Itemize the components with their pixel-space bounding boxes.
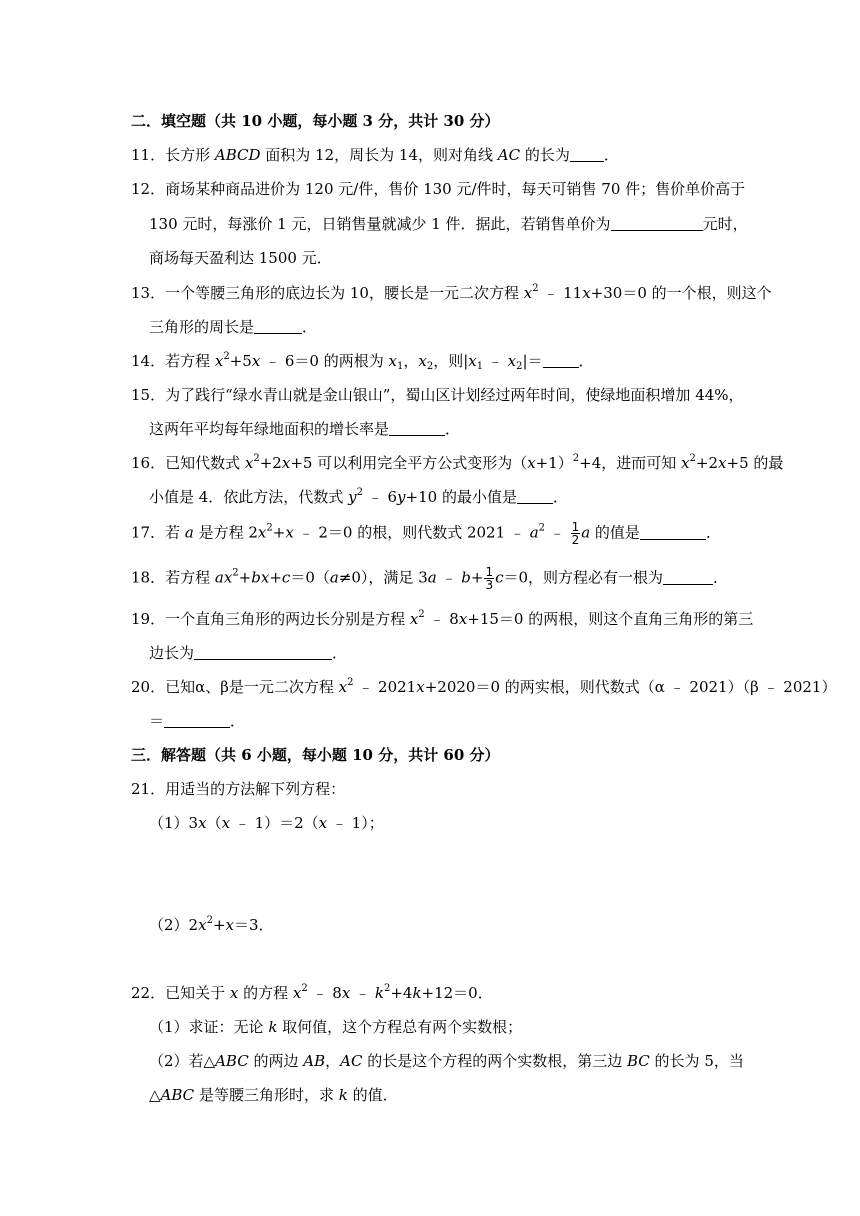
question-12-line-3: 商场每天盈利达 1500 元． [149,249,332,267]
question-13-line-1: 13．一个等腰三角形的底边长为 10，腰长是一元二次方程 $x^2$ ﹣ 11x+30＝0 的一个根，则这个 [131,283,772,302]
answer-blank[interactable] [640,525,706,540]
question-17: 17．若 a 是方程 $2x^2+x$ ﹣ 2＝0 的根，则代数式 2021 ﹣ $a^2$ ﹣ $\frac{1}{2}$ a 的值是 ． [131,520,721,547]
answer-blank[interactable] [254,319,302,334]
answer-blank[interactable] [570,147,604,162]
question-18: 18．若方程 $ax^2+bx+c=0(a\ne 0)$，满足 3a ﹣ b+ $\frac{1}{3}$ c＝0，则方程必有一根为 ． [131,565,729,592]
fraction-one-third: $\frac{1}{3}$ [485,565,494,592]
question-22-part-2-line-1: （2）若△ABC 的两边 AB，AC 的长是这个方程的两个实数根，第三边 BC 的长为 5，当 [149,1052,744,1070]
section-fill-in-heading: 二．填空题（共 10 小题，每小题 3 分，共计 30 分） [131,112,500,130]
section-answer-heading: 三．解答题（共 6 小题，每小题 10 分，共计 60 分） [131,746,500,764]
question-19-line-2: 边长为 ． [149,644,348,662]
question-19-line-1: 19．一个直角三角形的两边长分别是方程 $x^2$ ﹣ 8x+15＝0 的两根，则这个直角三角形的第三 [131,609,754,628]
question-14: 14．若方程 $x^2+5x$ ﹣ 6＝0 的两根为 $x_1$，$x_2$，则$|x_1$ ﹣ $x_2|=$ ． [131,351,594,372]
answer-blank[interactable] [663,570,713,585]
answer-blank[interactable] [389,421,445,436]
question-21-part-1: （1）3x（x ﹣ 1）＝2（x ﹣ 1）； [149,814,384,832]
question-16-line-2: 小值是 4．依此方法，代数式 $y^2$ ﹣ 6y+10 的最小值是 ． [149,487,568,506]
answer-blank[interactable] [611,216,703,231]
question-20-line-2: ＝ ． [149,712,246,730]
question-22: 22．已知关于 x 的方程 $x^2$ ﹣ 8x ﹣ $k^2+4k+12=0$． [131,983,493,1002]
fraction-one-half: $\frac{1}{2}$ [571,520,580,547]
question-15-line-2: 这两年平均每年绿地面积的增长率是 ． [149,420,461,438]
question-12-line-1: 12．商场某种商品进价为 120 元/件，售价 130 元/件时，每天可销售 70 件；售价单价高于 [131,180,746,198]
answer-blank[interactable] [543,353,579,368]
question-22-part-1: （1）求证：无论 k 取何值，这个方程总有两个实数根； [149,1018,523,1036]
question-20-line-1: 20．已知α、β是一元二次方程 $x^2$ ﹣ 2021x+2020＝0 的两实根，则代数式（α ﹣ 2021）（β ﹣ 2021） [131,677,837,696]
question-21-part-2: $(2)2x^2+x=3$． [149,915,274,934]
question-15-line-1: 15．为了践行“绿水青山就是金山银山”，蜀山区计划经过两年时间，使绿地面积增加 44%， [131,386,744,404]
question-21: 21．用适当的方法解下列方程： [131,780,346,798]
question-22-part-2-line-2: △ABC 是等腰三角形时，求 k 的值． [149,1086,398,1104]
question-11: 11．长方形 ABCD 面积为 12，周长为 14，则对角线 AC 的长为 ． [131,146,619,164]
question-13-line-2: 三角形的周长是 ． [149,318,318,336]
question-12-line-2: 130 元时，每涨价 1 元，日销售量就减少 1 件．据此，若销售单价为 元时， [149,215,748,233]
answer-blank[interactable] [194,645,332,660]
answer-blank[interactable] [517,489,553,504]
question-16-line-1: 16．已知代数式 $x^2+2x+5$ 可以利用完全平方公式变形为$(x+1)^2+4$，进而可知 $x^2+2x+5$ 的最 [131,453,784,472]
answer-blank[interactable] [164,713,230,728]
